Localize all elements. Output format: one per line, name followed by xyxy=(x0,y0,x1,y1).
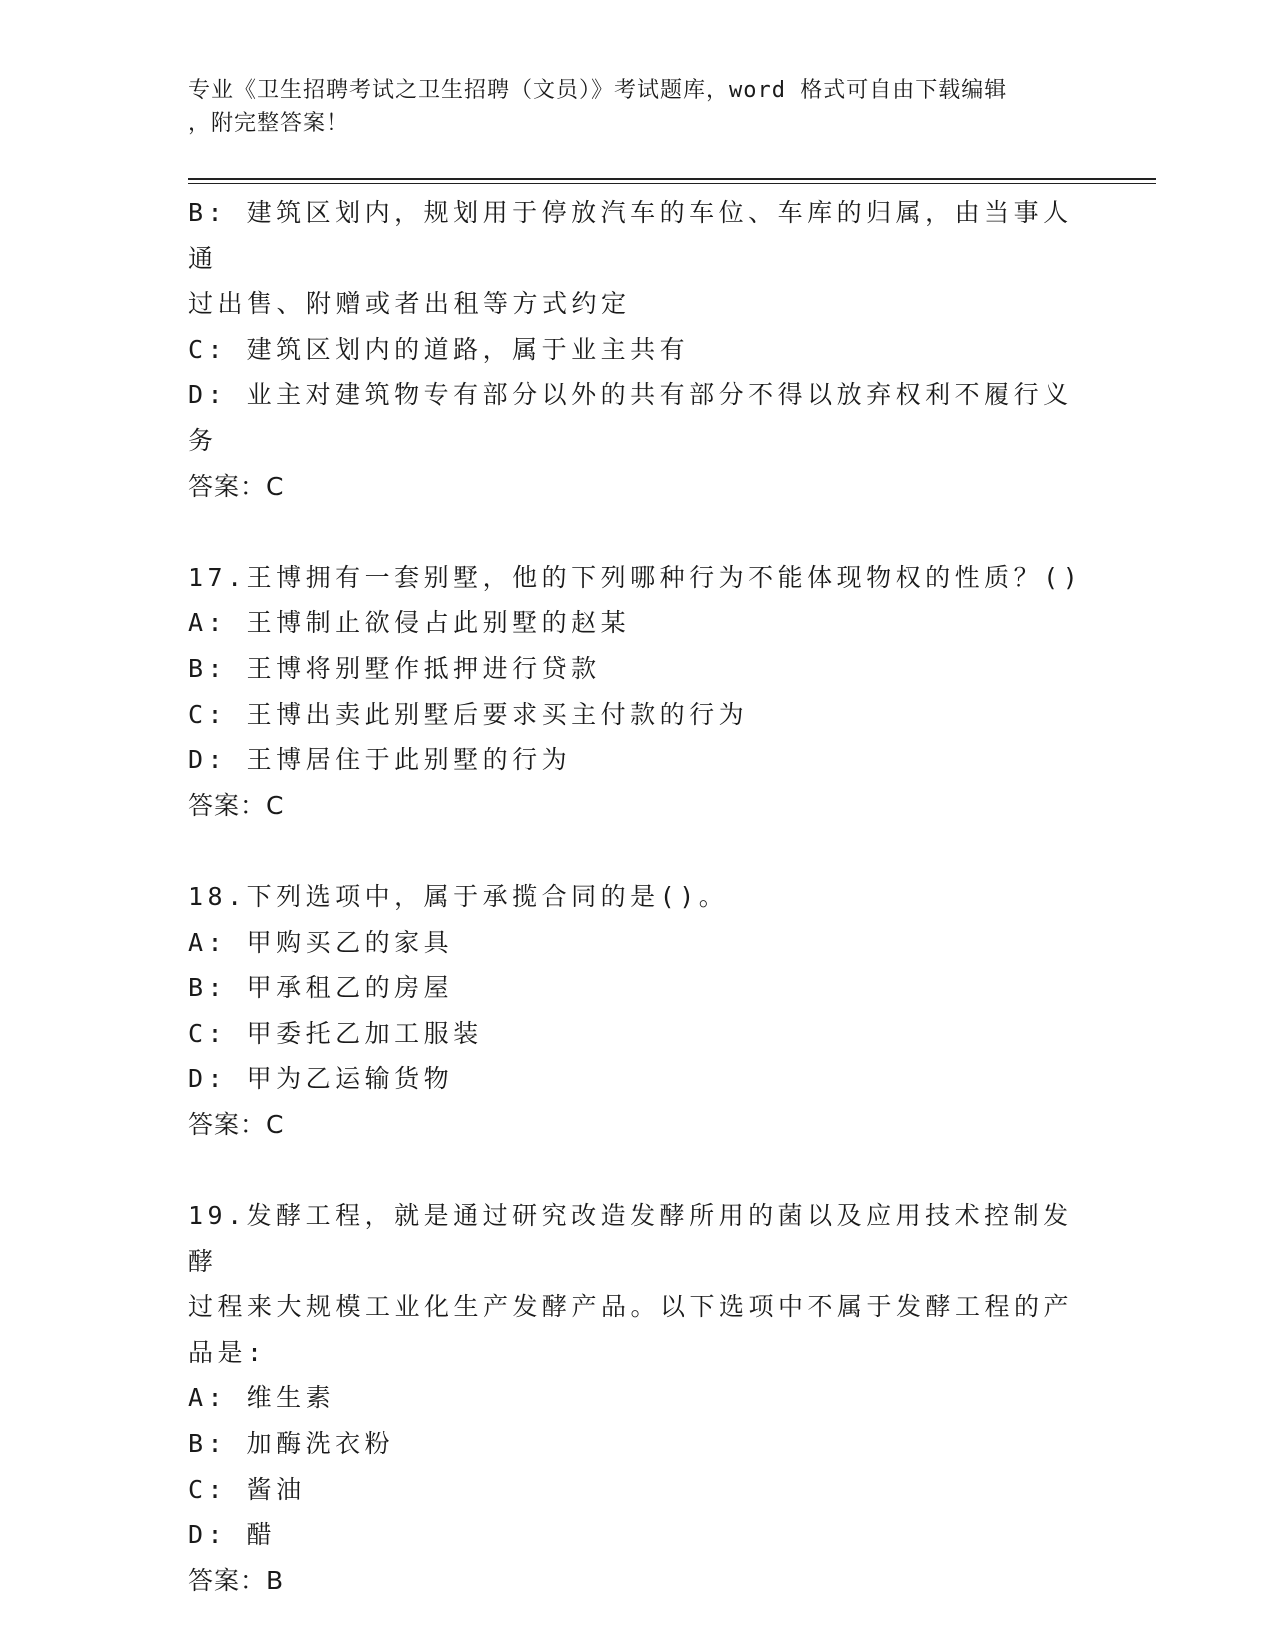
option-d: D: 醋 xyxy=(188,1520,277,1550)
option-c: C: 建筑区划内的道路，属于业主共有 xyxy=(188,334,690,364)
option-b: B: 加酶洗衣粉 xyxy=(188,1429,395,1459)
option-b-line-2: 过出售、附赠或者出租等方式约定 xyxy=(188,289,631,319)
header-divider-thick xyxy=(188,178,1156,180)
question-16-tail xyxy=(188,190,1088,509)
option-b: B: 王博将别墅作抵押进行贷款 xyxy=(188,653,601,683)
option-a: A: 王博制止欲侵占此别墅的赵某 xyxy=(188,608,631,638)
question-text: 17.王博拥有一套别墅，他的下列哪种行为不能体现物权的性质？() xyxy=(188,562,1083,592)
spacer xyxy=(188,1147,1088,1193)
header-divider-thin xyxy=(188,183,1156,184)
option-c: C: 王博出卖此别墅后要求买主付款的行为 xyxy=(188,699,749,729)
answer: 答案：C xyxy=(188,471,285,501)
answer: 答案：C xyxy=(188,790,285,820)
option-a: A: 甲购买乙的家具 xyxy=(188,927,454,957)
answer: 答案：B xyxy=(188,1565,285,1595)
question-text-line-3: 品是: xyxy=(188,1337,267,1367)
option-d: D: 甲为乙运输货物 xyxy=(188,1064,454,1094)
option-d: D: 业主对建筑物专有部分以外的共有部分不得以放弃权利不履行义务 xyxy=(188,380,1073,455)
question-18 xyxy=(188,874,1088,1148)
option-a: A: 维生素 xyxy=(188,1383,336,1413)
question-text: 18.下列选项中，属于承揽合同的是()。 xyxy=(188,881,729,911)
option-c: C: 酱油 xyxy=(188,1474,306,1504)
option-b: B: 甲承租乙的房屋 xyxy=(188,973,454,1003)
header-line-2: ，附完整答案！ xyxy=(188,111,350,136)
header-line-1: 专业《卫生招聘考试之卫生招聘（文员）》考试题库，word 格式可自由下载编辑 xyxy=(188,78,1008,103)
question-text-line-2: 过程来大规模工业化生产发酵产品。以下选项中不属于发酵工程的产 xyxy=(188,1292,1074,1322)
option-c: C: 甲委托乙加工服装 xyxy=(188,1018,483,1048)
question-19 xyxy=(188,1193,1088,1603)
option-b-line-1: B: 建筑区划内，规划用于停放汽车的车位、车库的归属，由当事人通 xyxy=(188,198,1073,273)
question-list xyxy=(188,190,1088,1603)
answer: 答案：C xyxy=(188,1109,285,1139)
question-17 xyxy=(188,555,1088,829)
option-d: D: 王博居住于此别墅的行为 xyxy=(188,745,572,775)
spacer xyxy=(188,828,1088,874)
spacer xyxy=(188,509,1088,555)
question-text-line-1: 19.发酵工程，就是通过研究改造发酵所用的菌以及应用技术控制发酵 xyxy=(188,1201,1073,1276)
document-header xyxy=(188,74,1068,140)
